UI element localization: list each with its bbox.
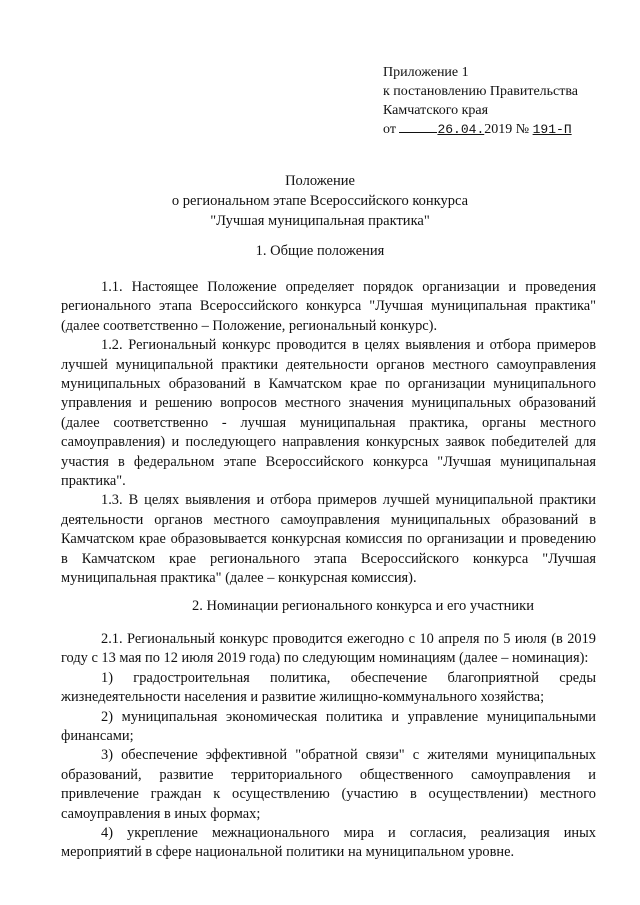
number-prefix: № bbox=[515, 122, 530, 137]
date-prefix: от bbox=[383, 122, 396, 137]
date-underline bbox=[399, 120, 437, 133]
section-1-heading: 1. Общие положения bbox=[255, 243, 385, 259]
nomination-2: 2) муниципальная экономическая политика и управление муниципальными финансами; bbox=[61, 708, 596, 745]
title-line-2: о региональном этапе Всероссийского конкурса bbox=[171, 193, 469, 209]
appendix-line-2: к постановлению Правительства bbox=[383, 84, 579, 99]
nomination-4: 4) укрепление межнационального мира и согласия, реализация иных мероприятий в сфере национальной политики на муниципальном уровне. bbox=[61, 825, 596, 861]
document-title bbox=[0, 171, 640, 231]
appendix-block bbox=[383, 63, 578, 139]
nomination-3: 3) обеспечение эффективной "обратной связи" с жителями муниципальных образований, развитие территориального общественного самоуправления и привлечение граждан к осуществлению (участию в осуществлении) местного самоуправления в иных формах; bbox=[61, 747, 596, 822]
section-1-body bbox=[61, 278, 596, 589]
date-year: 2019 bbox=[484, 122, 513, 137]
section-2-body bbox=[61, 630, 596, 863]
number-value: 191-П bbox=[532, 122, 572, 137]
paragraph-1-2: 1.2. Региональный конкурс проводится в целях выявления и отбора примеров лучшей муниципальной практики деятельности органов местного самоуправления муниципальных образований в Камчатском крае по организации муниципального управления и решению вопросов местного значения муниципальных образований (далее соответственно - лучшая муниципальная практика, органы местного самоуправления) и последующего направления конкурсных заявок победителей для участия в федеральном этапе Всероссийского конкурса "Лучшая муниципальная практика". bbox=[61, 337, 596, 490]
paragraph-1-1: 1.1. Настоящее Положение определяет порядок организации и проведения регионального этапа Всероссийского конкурса "Лучшая муниципальная практика" (далее соответственно – Положение, региональный конкурс). bbox=[61, 279, 596, 334]
appendix-date-line bbox=[383, 120, 578, 139]
appendix-line-1: Приложение 1 bbox=[383, 65, 469, 80]
title-line-1: Положение bbox=[285, 173, 355, 189]
section-2-heading: 2. Номинации регионального конкурса и его участники bbox=[192, 598, 534, 614]
date-value: 26.04. bbox=[437, 122, 485, 137]
paragraph-1-3: 1.3. В целях выявления и отбора примеров лучшей муниципальной практики деятельности органов местного самоуправления муниципальных образований в Камчатском крае образовывается конкурсная комиссия по организации и проведению в Камчатском крае регионального этапа Всероссийского конкурса "Лучшая муниципальная практика" (далее – конкурсная комиссия). bbox=[61, 492, 596, 587]
title-line-3: "Лучшая муниципальная практика" bbox=[210, 213, 430, 229]
paragraph-2-1: 2.1. Региональный конкурс проводится ежегодно с 10 апреля по 5 июля (в 2019 году с 13 мая по 12 июля 2019 года) по следующим номинациям (далее – номинация): bbox=[61, 631, 596, 667]
appendix-line-3: Камчатского края bbox=[383, 103, 489, 118]
nomination-1: 1) градостроительная политика, обеспечение благоприятной среды жизнедеятельности населения и развитие жилищно-коммунального хозяйства; bbox=[61, 669, 596, 706]
